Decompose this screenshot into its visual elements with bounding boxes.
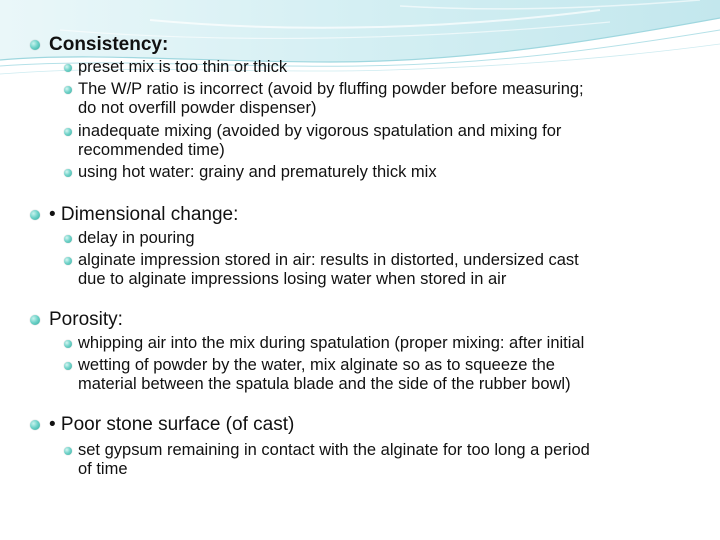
item-bullet-icon: [64, 128, 72, 136]
list-item: whipping air into the mix during spatulation (proper mixing: after initial: [78, 334, 585, 352]
item-bullet-icon: [64, 340, 72, 348]
list-item-continuation: material between the spatula blade and the side of the rubber bowl): [78, 375, 571, 393]
list-item: The W/P ratio is incorrect (avoid by fluffing powder before measuring;: [78, 80, 584, 98]
list-item: using hot water: grainy and prematurely thick mix: [78, 163, 437, 181]
section-heading-porosity: Porosity:: [49, 309, 123, 330]
list-item-continuation: do not overfill powder dispenser): [78, 99, 317, 117]
section-heading-poor-stone-surface: • Poor stone surface (of cast): [49, 414, 295, 435]
section-bullet-icon: [30, 420, 40, 430]
list-item: set gypsum remaining in contact with the alginate for too long a period: [78, 441, 590, 459]
item-bullet-icon: [64, 362, 72, 370]
item-bullet-icon: [64, 64, 72, 72]
list-item: wetting of powder by the water, mix alginate so as to squeeze the: [78, 356, 555, 374]
list-item: inadequate mixing (avoided by vigorous spatulation and mixing for: [78, 122, 562, 140]
item-bullet-icon: [64, 169, 72, 177]
item-bullet-icon: [64, 257, 72, 265]
list-item: alginate impression stored in air: results in distorted, undersized cast: [78, 251, 579, 269]
list-item: preset mix is too thin or thick: [78, 58, 288, 76]
section-bullet-icon: [30, 315, 40, 325]
item-bullet-icon: [64, 86, 72, 94]
section-bullet-icon: [30, 210, 40, 220]
list-item: delay in pouring: [78, 229, 195, 247]
list-item-continuation: recommended time): [78, 141, 225, 159]
section-heading-consistency: Consistency:: [49, 34, 169, 55]
item-bullet-icon: [64, 235, 72, 243]
list-item-continuation: due to alginate impressions losing water when stored in air: [78, 270, 507, 288]
section-heading-dimensional-change: • Dimensional change:: [49, 204, 239, 225]
list-item-continuation: of time: [78, 460, 128, 478]
item-bullet-icon: [64, 447, 72, 455]
section-bullet-icon: [30, 40, 40, 50]
